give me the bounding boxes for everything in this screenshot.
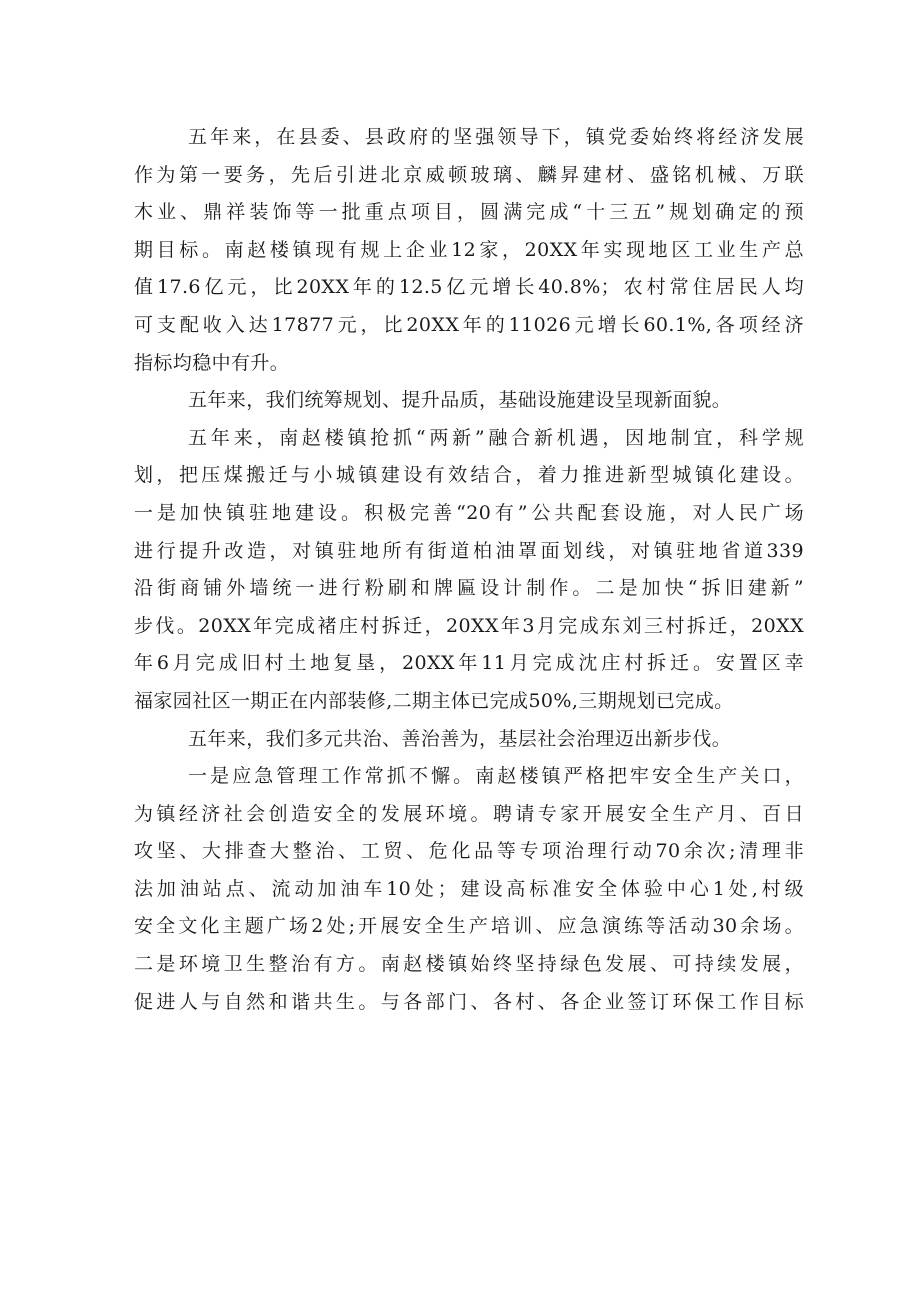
text-line: 步伐。20XX年完成褚庄村拆迁，20XX年3月完成东刘三村拆迁，20XX [134, 614, 804, 637]
text-line: 可支配收入达17877元，比20XX年的11026元增长60.1%,各项经济 [134, 313, 804, 336]
text-line: 为镇经济社会创造安全的发展环境。聘请专家开展安全生产月、百日 [134, 802, 804, 825]
text-line: 一是加快镇驻地建设。积极完善“20有”公共配套设施，对人民广场 [134, 501, 804, 524]
text-line: 进行提升改造，对镇驻地所有街道柏油罩面划线，对镇驻地省道339 [134, 539, 804, 562]
text-line: 木业、鼎祥装饰等一批重点项目，圆满完成“十三五”规划确定的预 [134, 201, 804, 224]
text-line: 促进人与自然和谐共生。与各部门、各村、各企业签订环保工作目标 [134, 990, 804, 1013]
text-line: 法加油站点、流动加油车10处；建设高标准安全体验中心1处,村级 [134, 877, 804, 900]
text-line: 值17.6亿元，比20XX年的12.5亿元增长40.8%；农村常住居民人均 [134, 276, 804, 299]
text-line: 五年来，在县委、县政府的坚强领导下，镇党委始终将经济发展 [188, 126, 804, 148]
text-line: 五年来，我们多元共治、善治善为，基层社会治理迈出新步伐。 [188, 727, 732, 750]
text-line: 安全文化主题广场2处;开展安全生产培训、应急演练等活动30余场。 [134, 915, 804, 938]
text-line: 期目标。南赵楼镇现有规上企业12家，20XX年实现地区工业生产总 [134, 238, 804, 261]
text-line: 一是应急管理工作常抓不懈。南赵楼镇严格把牢安全生产关口， [188, 765, 804, 788]
document-body [134, 119, 804, 1021]
text-line: 福家园社区一期正在内部装修,二期主体已完成50%,三期规划已完成。 [134, 689, 734, 712]
text-line: 作为第一要务，先后引进北京威顿玻璃、麟昇建材、盛铭机械、万联 [134, 163, 804, 186]
text-line: 二是环境卫生整治有方。南赵楼镇始终坚持绿色发展、可持续发展， [134, 953, 804, 976]
text-line: 五年来，我们统筹规划、提升品质，基础设施建设呈现新面貌。 [188, 389, 732, 412]
paragraph-governance-heading [134, 721, 804, 759]
text-line: 五年来，南赵楼镇抢抓“两新”融合新机遇，因地制宜，科学规 [188, 426, 804, 449]
text-line: 攻坚、大排查大整治、工贸、危化品等专项治理行动70余次;清理非 [134, 840, 804, 863]
paragraph-infrastructure-heading [134, 382, 804, 420]
text-line: 指标均稳中有升。 [134, 351, 290, 374]
text-line: 沿街商铺外墙统一进行粉刷和牌匾设计制作。二是加快“拆旧建新” [134, 577, 804, 600]
text-line: 年6月完成旧村土地复垦，20XX年11月完成沈庄村拆迁。安置区幸 [134, 652, 804, 675]
paragraph-urbanization [134, 420, 804, 721]
paragraph-economy [134, 119, 804, 382]
text-line: 划，把压煤搬迁与小城镇建设有效结合，着力推进新型城镇化建设。 [134, 464, 804, 487]
paragraph-emergency-management [134, 758, 804, 1021]
